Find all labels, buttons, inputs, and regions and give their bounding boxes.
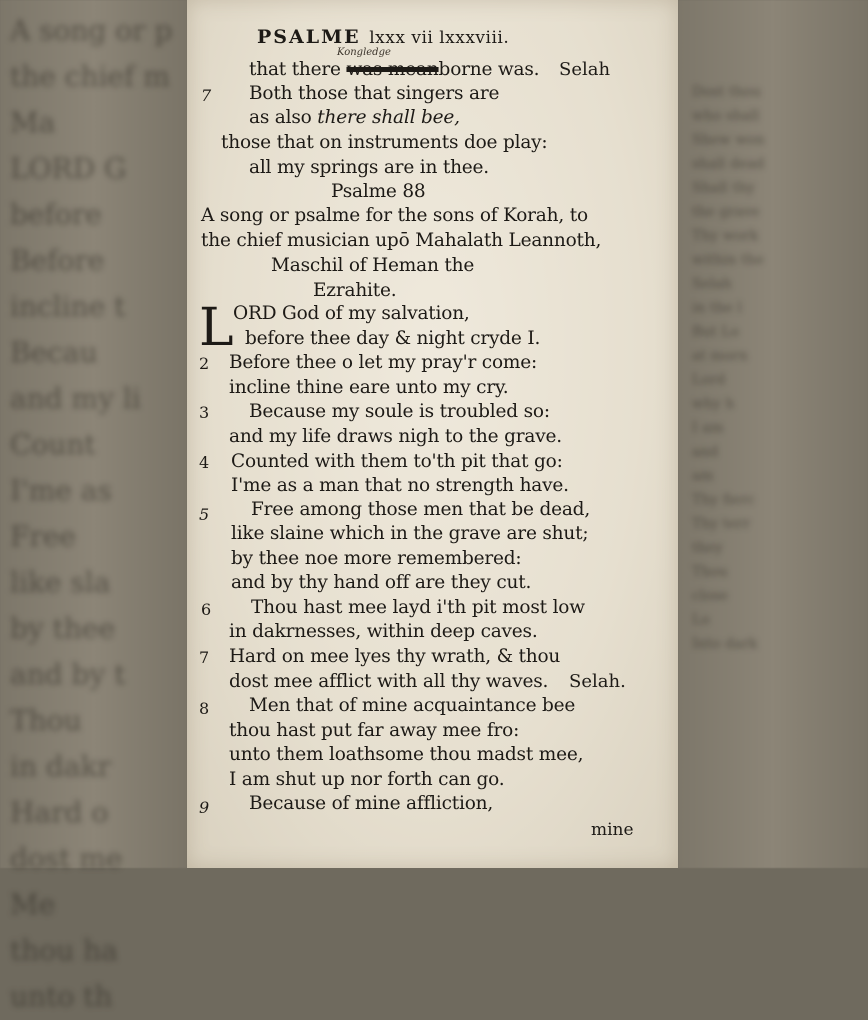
text-line: incline thine eare unto my cry. bbox=[229, 377, 509, 398]
background-text-line: and bbox=[692, 444, 719, 460]
text-line: and by thy hand off are they cut. bbox=[231, 572, 532, 593]
text-line: Hard on mee lyes thy wrath, & thou bbox=[229, 646, 561, 667]
background-text-line: thou ha bbox=[10, 934, 118, 967]
text-line: the chief musician upō Mahalath Leannoth, bbox=[201, 230, 602, 251]
background-page-left bbox=[0, 0, 187, 1013]
page-header bbox=[257, 26, 509, 48]
struck-word: was mean bbox=[346, 59, 439, 80]
background-text-line: and by t bbox=[10, 658, 126, 691]
text-line: Ezrahite. bbox=[313, 280, 397, 301]
background-text-line: Thou bbox=[692, 564, 728, 580]
background-text-line: Becau bbox=[10, 336, 98, 369]
background-text-line: they bbox=[692, 540, 723, 556]
text-line: like slaine which in the grave are shut; bbox=[231, 523, 589, 544]
background-blurred-text bbox=[10, 8, 172, 1020]
text-line: Before thee o let my pray'r come: bbox=[229, 352, 537, 373]
background-text-line: the grave bbox=[692, 204, 760, 220]
background-text-line: the chief m bbox=[10, 60, 170, 93]
drop-cap: L bbox=[199, 298, 234, 358]
background-text-line: Before bbox=[10, 244, 105, 277]
text-line: those that on instruments doe play: bbox=[221, 132, 548, 153]
background-text-line: Thy work bbox=[692, 228, 759, 244]
verse-number: 5 bbox=[199, 505, 210, 524]
background-text-line: But Lo bbox=[692, 324, 740, 340]
text-line: Free among those men that be dead, bbox=[251, 499, 591, 520]
text-line: Because my soule is troubled so: bbox=[249, 401, 550, 422]
background-text-line: like sla bbox=[10, 566, 111, 599]
background-text-line: I am bbox=[692, 420, 724, 436]
psalm-heading: Psalme 88 bbox=[331, 181, 426, 202]
background-text-line: Into dark bbox=[692, 636, 758, 652]
text-line: Counted with them to'th pit that go: bbox=[231, 451, 563, 472]
text-line: thou hast put far away mee fro: bbox=[229, 720, 520, 741]
background-text-line: Free bbox=[10, 520, 76, 553]
background-text-line: dost me bbox=[10, 842, 123, 875]
verse-number: 6 bbox=[201, 600, 212, 619]
verse-number: 9 bbox=[199, 798, 210, 817]
text-line: I am shut up nor forth can go. bbox=[229, 769, 505, 790]
verse-number: 2 bbox=[199, 354, 210, 373]
text-line: A song or psalme for the sons of Korah, to bbox=[201, 205, 588, 226]
background-text-line: unto th bbox=[10, 980, 113, 1013]
header-title: PSALME bbox=[257, 26, 361, 48]
background-text-line: who shall bbox=[692, 108, 760, 124]
background-text-line: Count bbox=[10, 428, 96, 461]
text-line: all my springs are in thee. bbox=[249, 157, 489, 178]
background-text-line: by thee bbox=[10, 612, 116, 645]
text-line: Thou hast mee layd i'th pit most low bbox=[251, 597, 585, 618]
text-line: Men that of mine acquaintance bee bbox=[249, 695, 576, 716]
text-line: Both those that singers are bbox=[249, 83, 500, 104]
selah-label: Selah bbox=[559, 59, 611, 80]
background-text-line: close bbox=[692, 588, 729, 604]
text-line: by thee noe more remembered: bbox=[231, 548, 522, 569]
background-text-line: Dost thou bbox=[692, 84, 762, 100]
text-line: dost mee afflict with all thy waves. bbox=[229, 671, 549, 692]
background-text-line: Thy terr bbox=[692, 516, 751, 532]
text-line: before thee day & night cryde I. bbox=[245, 328, 541, 349]
background-text-line: and my li bbox=[10, 382, 141, 415]
background-text-line: why h bbox=[692, 396, 735, 412]
verse-number: 8 bbox=[199, 699, 210, 718]
background-text-line: Hard o bbox=[10, 796, 109, 829]
background-text-line: I'me as bbox=[10, 474, 112, 507]
background-text-line: Thou bbox=[10, 704, 82, 737]
handwritten-annotation: Kongledge bbox=[337, 47, 391, 58]
background-text-line: Shall thy bbox=[692, 180, 755, 196]
verse-number: 3 bbox=[199, 403, 210, 422]
book-page bbox=[187, 0, 678, 868]
background-text-line: LORD G bbox=[10, 152, 127, 185]
text-line: Maschil of Heman the bbox=[271, 255, 475, 276]
background-text-line: Lord bbox=[692, 372, 726, 388]
background-text-line: Shew won bbox=[692, 132, 765, 148]
verse-number: 7 bbox=[199, 648, 210, 667]
text-line: as also there shall bee, bbox=[249, 107, 460, 128]
background-text-line: Me bbox=[10, 888, 56, 921]
verse-number: 4 bbox=[199, 453, 210, 472]
background-text-line: Lo bbox=[692, 612, 710, 628]
background-page-right bbox=[678, 0, 868, 868]
background-blurred-text bbox=[692, 80, 765, 656]
background-text-line: shall dead bbox=[692, 156, 765, 172]
background-text-line: before bbox=[10, 198, 102, 231]
text-line: that there was meanborne was. bbox=[249, 59, 540, 80]
background-text-line: at morn bbox=[692, 348, 748, 364]
background-text-line: Selah bbox=[692, 276, 732, 292]
text-line: and my life draws nigh to the grave. bbox=[229, 426, 562, 447]
background-text-line: incline t bbox=[10, 290, 126, 323]
background-text-line: am bbox=[692, 468, 714, 484]
selah-label: Selah. bbox=[569, 671, 626, 692]
text-line: I'me as a man that no strength have. bbox=[231, 475, 569, 496]
background-text-line: Ma bbox=[10, 106, 56, 139]
background-text-line: in the l bbox=[692, 300, 742, 316]
header-psalm-numbers: lxxx vii lxxxviii. bbox=[369, 28, 510, 48]
verse-number: 7 bbox=[201, 86, 212, 105]
background-text-line: A song or p bbox=[10, 14, 173, 47]
text-line: Because of mine affliction, bbox=[249, 793, 494, 814]
background-text-line: in dakr bbox=[10, 750, 111, 783]
text-line: ORD God of my salvation, bbox=[233, 303, 470, 324]
text-line: in dakrnesses, within deep caves. bbox=[229, 621, 538, 642]
background-text-line: within the bbox=[692, 252, 764, 268]
background-text-line: Thy fierc bbox=[692, 492, 755, 508]
catchword: mine bbox=[591, 820, 634, 840]
text-line: unto them loathsome thou madst mee, bbox=[229, 744, 584, 765]
